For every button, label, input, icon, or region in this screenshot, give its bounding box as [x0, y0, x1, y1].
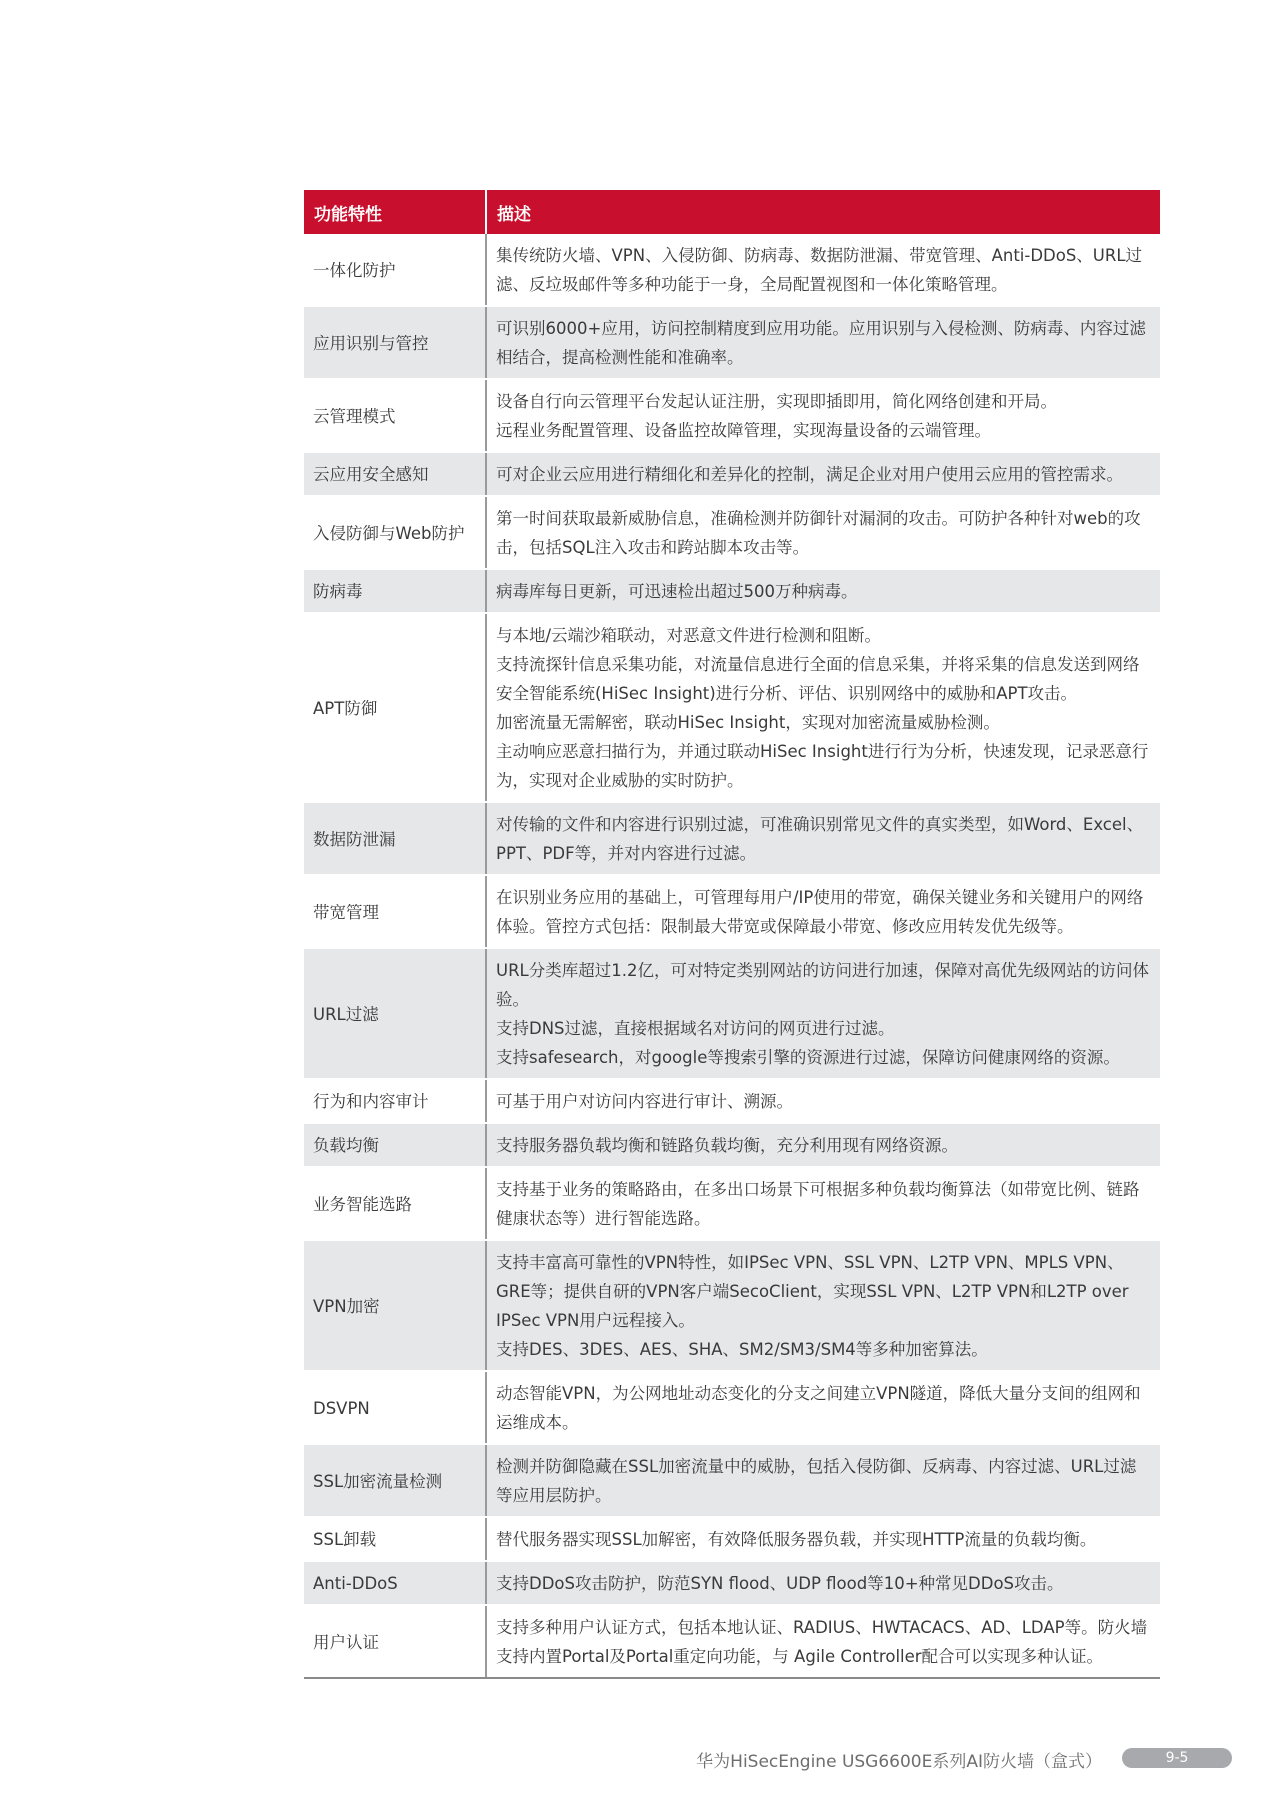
table-header-row — [304, 190, 1160, 234]
header-description: 描述 — [486, 190, 1160, 234]
document-title: 华为HiSecEngine USG6600E系列AI防火墙（盒式） — [696, 1752, 1102, 1772]
table-row — [304, 613, 1160, 802]
description-cell — [486, 802, 1160, 875]
description-line: 远程业务配置管理、设备监控故障管理，实现海量设备的云端管理。 — [496, 421, 991, 440]
description-cell — [486, 613, 1160, 802]
feature-cell: 云应用安全感知 — [304, 452, 486, 496]
description-cell — [486, 1079, 1160, 1123]
description-line: 病毒库每日更新，可迅速检出超过500万种病毒。 — [496, 582, 858, 601]
feature-cell: 业务智能选路 — [304, 1167, 486, 1240]
table-row — [304, 1240, 1160, 1371]
description-line: 支持多种用户认证方式，包括本地认证、RADIUS、HWTACACS、AD、LDAP等。防火墙支持内置Portal及Portal重定向功能，与 Agile Controller配合可以实现多种认证。 — [496, 1618, 1148, 1666]
description-cell — [486, 1240, 1160, 1371]
table-row — [304, 234, 1160, 306]
feature-table — [304, 190, 1160, 1679]
feature-cell: 入侵防御与Web防护 — [304, 496, 486, 569]
description-cell — [486, 234, 1160, 306]
feature-cell: VPN加密 — [304, 1240, 486, 1371]
table-row — [304, 802, 1160, 875]
table-row — [304, 1123, 1160, 1167]
description-cell — [486, 1371, 1160, 1444]
feature-cell: 负载均衡 — [304, 1123, 486, 1167]
feature-cell: URL过滤 — [304, 948, 486, 1079]
description-line: 设备自行向云管理平台发起认证注册，实现即插即用，简化网络创建和开局。 — [496, 392, 1057, 411]
description-cell — [486, 1123, 1160, 1167]
feature-cell: 应用识别与管控 — [304, 306, 486, 379]
description-cell — [486, 379, 1160, 452]
description-cell — [486, 569, 1160, 613]
feature-cell: SSL卸载 — [304, 1517, 486, 1561]
description-line: URL分类库超过1.2亿，可对特定类别网站的访问进行加速，保障对高优先级网站的访问体验。 — [496, 961, 1149, 1009]
feature-cell: DSVPN — [304, 1371, 486, 1444]
description-line: 可基于用户对访问内容进行审计、溯源。 — [496, 1092, 793, 1111]
table-row — [304, 1079, 1160, 1123]
table-row — [304, 569, 1160, 613]
description-line: 支持DES、3DES、AES、SHA、SM2/SM3/SM4等多种加密算法。 — [496, 1340, 988, 1359]
description-cell — [486, 875, 1160, 948]
description-line: 加密流量无需解密，联动HiSec Insight，实现对加密流量威胁检测。 — [496, 713, 1000, 732]
description-cell — [486, 1517, 1160, 1561]
description-cell — [486, 306, 1160, 379]
feature-cell: Anti-DDoS — [304, 1561, 486, 1605]
description-line: 支持DNS过滤，直接根据域名对访问的网页进行过滤。 — [496, 1019, 895, 1038]
description-line: 支持DDoS攻击防护，防范SYN flood、UDP flood等10+种常见DDoS攻击。 — [496, 1574, 1064, 1593]
table-row — [304, 1517, 1160, 1561]
feature-cell: 一体化防护 — [304, 234, 486, 306]
feature-cell: 云管理模式 — [304, 379, 486, 452]
description-line: 可对企业云应用进行精细化和差异化的控制，满足企业对用户使用云应用的管控需求。 — [496, 465, 1123, 484]
description-line: 与本地/云端沙箱联动，对恶意文件进行检测和阻断。 — [496, 626, 882, 645]
page-footer — [0, 1744, 1280, 1774]
feature-cell: 防病毒 — [304, 569, 486, 613]
description-cell — [486, 1167, 1160, 1240]
description-line: 第一时间获取最新威胁信息，准确检测并防御针对漏洞的攻击。可防护各种针对web的攻击，包括SQL注入攻击和跨站脚本攻击等。 — [496, 509, 1141, 557]
table-row — [304, 379, 1160, 452]
feature-cell: APT防御 — [304, 613, 486, 802]
description-cell — [486, 948, 1160, 1079]
description-cell — [486, 1561, 1160, 1605]
table-row — [304, 452, 1160, 496]
feature-cell: 带宽管理 — [304, 875, 486, 948]
header-feature: 功能特性 — [304, 190, 486, 234]
table-row — [304, 1561, 1160, 1605]
description-line: 检测并防御隐藏在SSL加密流量中的威胁，包括入侵防御、反病毒、内容过滤、URL过滤等应用层防护。 — [496, 1457, 1137, 1505]
description-line: 集传统防火墙、VPN、入侵防御、防病毒、数据防泄漏、带宽管理、Anti-DDoS、URL过滤、反垃圾邮件等多种功能于一身，全局配置视图和一体化策略管理。 — [496, 246, 1143, 294]
table-row — [304, 496, 1160, 569]
description-line: 在识别业务应用的基础上，可管理每用户/IP使用的带宽，确保关键业务和关键用户的网络体验。管控方式包括：限制最大带宽或保障最小带宽、修改应用转发优先级等。 — [496, 888, 1144, 936]
feature-cell: 数据防泄漏 — [304, 802, 486, 875]
description-line: 支持流探针信息采集功能，对流量信息进行全面的信息采集，并将采集的信息发送到网络安全智能系统(HiSec Insight)进行分析、评估、识别网络中的威胁和APT攻击。 — [496, 655, 1140, 703]
description-line: 支持基于业务的策略路由，在多出口场景下可根据多种负载均衡算法（如带宽比例、链路健康状态等）进行智能选路。 — [496, 1180, 1140, 1228]
description-cell — [486, 1605, 1160, 1678]
table-row — [304, 1605, 1160, 1678]
description-cell — [486, 452, 1160, 496]
page-number: 9-5 — [1122, 1748, 1232, 1768]
table-row — [304, 948, 1160, 1079]
table-row — [304, 1167, 1160, 1240]
description-cell — [486, 496, 1160, 569]
feature-cell: 行为和内容审计 — [304, 1079, 486, 1123]
table-row — [304, 875, 1160, 948]
description-cell — [486, 1444, 1160, 1517]
table-row — [304, 306, 1160, 379]
description-line: 可识别6000+应用，访问控制精度到应用功能。应用识别与入侵检测、防病毒、内容过滤相结合，提高检测性能和准确率。 — [496, 319, 1146, 367]
description-line: 对传输的文件和内容进行识别过滤，可准确识别常见文件的真实类型，如Word、Excel、PPT、PDF等，并对内容进行过滤。 — [496, 815, 1144, 863]
table-row — [304, 1371, 1160, 1444]
description-line: 支持丰富高可靠性的VPN特性，如IPSec VPN、SSL VPN、L2TP VPN、MPLS VPN、GRE等；提供自研的VPN客户端SecoClient，实现SSL VPN、L2TP VPN和L2TP over IPSec VPN用户远程接入。 — [496, 1253, 1129, 1330]
description-line: 动态智能VPN，为公网地址动态变化的分支之间建立VPN隧道，降低大量分支间的组网和运维成本。 — [496, 1384, 1141, 1432]
feature-cell: SSL加密流量检测 — [304, 1444, 486, 1517]
feature-cell: 用户认证 — [304, 1605, 486, 1678]
description-line: 替代服务器实现SSL加解密，有效降低服务器负载，并实现HTTP流量的负载均衡。 — [496, 1530, 1097, 1549]
description-line: 主动响应恶意扫描行为，并通过联动HiSec Insight进行行为分析，快速发现，记录恶意行为，实现对企业威胁的实时防护。 — [496, 742, 1149, 790]
description-line: 支持服务器负载均衡和链路负载均衡，充分利用现有网络资源。 — [496, 1136, 958, 1155]
table-row — [304, 1444, 1160, 1517]
description-line: 支持safesearch，对google等搜索引擎的资源进行过滤，保障访问健康网络的资源。 — [496, 1048, 1120, 1067]
